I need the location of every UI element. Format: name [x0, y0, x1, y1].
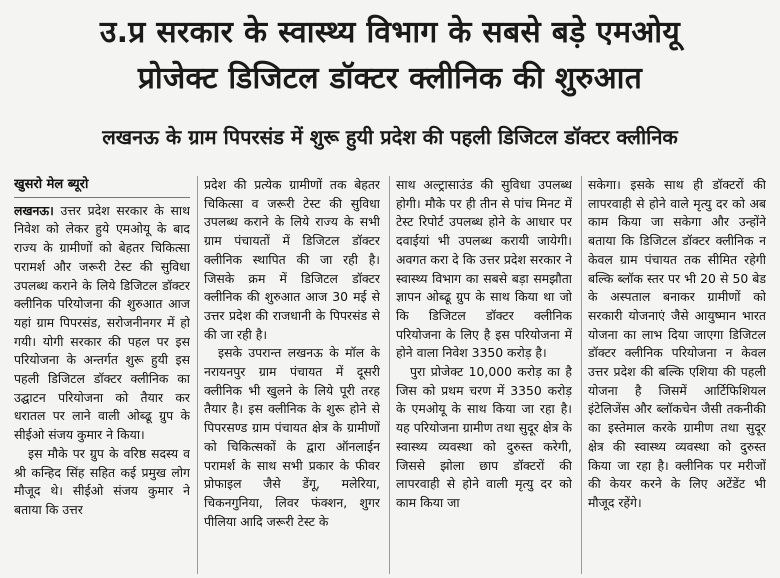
- column-divider: [581, 176, 582, 574]
- headline-line-2: प्रोजेक्ट डिजिटल डॉक्टर क्लीनिक की शुरुआत: [137, 61, 643, 96]
- byline: खुसरो मेल ब्यूरो: [14, 176, 190, 198]
- subheadline: लखनऊ के ग्राम पिपरसंड में शुरू हुयी प्रदेश की पहली डिजिटल डॉक्टर क्लीनिक: [102, 125, 678, 149]
- article-body: [14, 176, 772, 574]
- paragraph: इसके उपरान्त लखनऊ के मॉल के नरायनपुर ग्राम पंचायत में दूसरी क्लीनिक भी खुलने के लिये पूरी तरह तैयार है। इस क्लीनिक के शुरू होने से पिपरसण्ड ग्राम पंचायत क्षेत्र के ग्रामीणों को चिकित्सकों के द्वारा ऑनलाईन परामर्श के साथ सभी प्रकार के फीवर प्रोफाइल जैसे डेंगू, मलेरिया, चिकनगुनिया, लिवर फंक्शन, शुगर पीलिया आदि जरूरी टेस्ट के: [204, 345, 380, 529]
- article-column-2: [204, 176, 380, 574]
- paragraph: साथ अल्ट्रासाउंड की सुविधा उपलब्ध होगी। मौके पर ही तीन से पांच मिनट में टेस्ट रिपोर्ट उपलब्ध होने के आधार पर दवाईयां भी उपलब्ध करायी जायेगी। अवगत करा दे कि उत्तर प्रदेश सरकार ने स्वास्थ्य विभाग का सबसे बड़ा समझौता ज्ञापन ओब्ढू ग्रुप के साथ किया था जो कि डिजिटल डॉक्टर क्लीनिक परियोजना के लिए है इस परियोजना में होने वाला निवेश 3350 करोड़ है।: [396, 177, 572, 361]
- article-column-1: [14, 176, 190, 574]
- dateline: लखनऊ।: [14, 202, 54, 218]
- headline-line-1: उ.प्र सरकार के स्वास्थ्य विभाग के सबसे बड़े एमओयू: [99, 15, 681, 50]
- paragraph: इस मौके पर ग्रुप के वरिष्ठ सदस्य व श्री कन्हिद सिंह सहित कई प्रमुख लोग मौजूद थे। सीईओ संजय कुमार ने बताया कि उत्तर: [14, 445, 190, 517]
- paragraph: सकेगा। इसके साथ ही डॉक्टरों की लापरवाही से होने वाले मृत्यु दर को अब काम किया जा सकेगा और उन्होंने बताया कि डिजिटल डॉक्टर क्लीनिक न केवल ग्राम पंचायत तक सीमित रहेगी बल्कि ब्लॉक स्तर पर भी 20 से 50 बेड के अस्पताल बनाकर ग्रामीणों को सरकारी योजनाएं जैसे आयुष्मान भारत योजना का लाभ दिया जाएगा डिजिटल डॉक्टर क्लीनिक परियोजना न केवल उत्तर प्रदेश की बल्कि एशिया की पहली योजना है जिसमें आर्टिफिशियल इंटेलिजेंस और ब्लॉकचेन जैसी तकनीकी का इस्तेमाल करके ग्रामीण तथा सुदूर क्षेत्र की स्वास्थ्य व्यवस्था को दुरुस्त किया जा रहा है। क्लीनिक पर मरीजों की केयर करने के लिए अटेंडेंट भी मौजूद रहेंगे।: [588, 177, 766, 510]
- column-divider: [389, 176, 390, 574]
- paragraph-text: उत्तर प्रदेश सरकार के साथ निवेश को लेकर हुये एमओयू के बाद राज्य के ग्रामीणों को बेहतर चिकित्सा परामर्श और जरूरी टेस्ट की सुविधा उपलब्ध कराने के लिये डिजिटल डॉक्टर क्लीनिक परियोजना की शुरुआत आज यहां ग्राम पिपरसंड, सरोजनीनगर में हो गयी। योगी सरकार की पहल पर इस परियोजना के अन्तर्गत शुरू हुयी इस पहली डिजिटल डॉक्टर क्लीनिक का उद्घाटन परियोजना को तैयार कर धरातल पर लाने वाली ओब्ढू ग्रुप के सीईओ संजय कुमार ने किया।: [14, 202, 190, 443]
- paragraph: [14, 202, 190, 445]
- paragraph: पुरा प्रोजेक्ट 10,000 करोड़ का है जिस को प्रथम चरण में 3350 करोड़ के एमओयू के साथ किया जा रहा है। यह परियोजना ग्रामीण तथा सुदूर क्षेत्र के स्वास्थ्य व्यवस्था को दुरुस्त करेगी, जिससे झोला छाप डॉक्टरों की लापरवाही से होने वाली मृत्यु दर को काम किया जा: [396, 364, 572, 510]
- paragraph: प्रदेश की प्रत्येक ग्रामीणों तक बेहतर चिकित्सा व जरूरी टेस्ट की सुविधा उपलब्ध कराने के लिये राज्य के सभी ग्राम पंचायतों में डिजिटल डॉक्टर क्लीनिक स्थापित की जा रही है। जिसके क्रम में डिजिटल डॉक्टर क्लीनिक की शुरुआत आज 30 मई से उत्तर प्रदेश की राजधानी के पिपरसंड से की जा रही है।: [204, 177, 380, 342]
- article-column-3: [396, 176, 572, 574]
- article-column-4: [588, 176, 766, 574]
- column-divider: [197, 176, 198, 574]
